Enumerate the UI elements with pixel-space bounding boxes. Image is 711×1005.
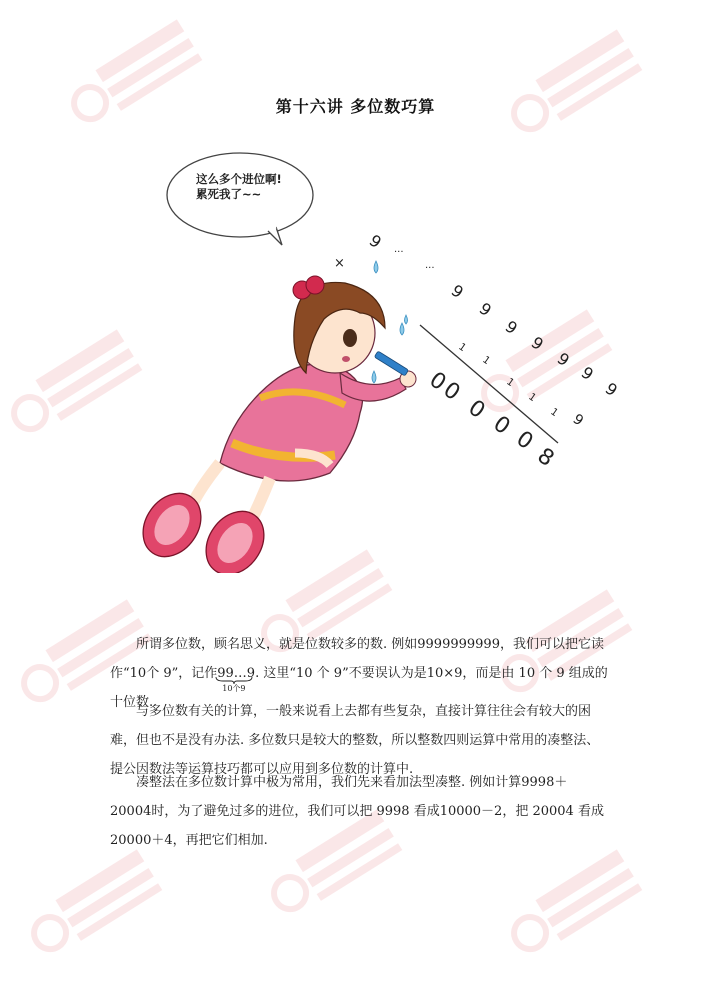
svg-text:8: 8 (532, 443, 559, 472)
notation-text: 99…9 (217, 666, 256, 681)
svg-text:1: 1 (480, 354, 492, 368)
notation-99-9 (217, 659, 256, 693)
watermark-logo-icon (488, 7, 663, 163)
paragraph-2: 与多位数有关的计算，一般来说看上去都有些复杂，直接计算往往会有较大的困难，但也不是没有办法. 多位数只是较大的整数，所以整数四则运算中常用的凑整法、提公因数法等运算技巧都可以应用到多位数的计算中. (110, 704, 600, 777)
svg-text:0: 0 (424, 367, 451, 396)
paragraph-1-text-a: 所谓多位数，顾名思义，就是位数较多的数. 例如9999999999，我们可以把它读作“10个 9”，记作 (110, 637, 604, 681)
svg-text:9: 9 (577, 362, 597, 385)
underbrace-icon (215, 676, 253, 684)
svg-text:9: 9 (527, 332, 547, 355)
svg-text:0: 0 (463, 395, 490, 424)
svg-text:9: 9 (601, 378, 621, 401)
svg-text:1: 1 (504, 376, 516, 390)
girl-writing-illustration (110, 143, 630, 573)
svg-text:···: ··· (394, 247, 404, 258)
svg-text:9: 9 (475, 298, 495, 321)
svg-text:0: 0 (488, 411, 515, 440)
svg-text:9: 9 (553, 348, 573, 371)
bubble-line-2: 累死我了~~ (196, 187, 262, 201)
svg-text:×: × (334, 256, 345, 271)
watermark-logo-icon (48, 0, 223, 153)
svg-text:9: 9 (501, 316, 521, 339)
paragraph-3: 凑整法在多位数计算中极为常用，我们先来看加法型凑整. 例如计算9998＋20004时，为了避免过多的进位，我们可以把 9998 看成10000－2，把 20004 看成20000＋4，再把它们相加. (110, 775, 604, 848)
notation-underlabel: 10个9 (222, 684, 246, 693)
svg-text:1: 1 (526, 391, 538, 405)
svg-text:···: ··· (425, 263, 435, 274)
svg-text:9: 9 (447, 280, 467, 303)
svg-text:0: 0 (511, 426, 538, 455)
svg-text:9: 9 (365, 230, 385, 253)
speech-bubble-text (196, 172, 316, 202)
paragraph-1-text-b: . 这里“10 个 9”不要误认为是10×9，而是由 10 个 9 组成的十位数. (110, 666, 608, 710)
svg-text:1: 1 (548, 406, 560, 420)
lecture-title: 第十六讲 多位数巧算 (275, 97, 436, 116)
bubble-line-1: 这么多个进位啊! (196, 172, 282, 186)
svg-text:1: 1 (456, 341, 468, 355)
svg-text:9: 9 (569, 411, 587, 430)
svg-text:0: 0 (438, 377, 465, 406)
girl-figure (131, 276, 416, 573)
